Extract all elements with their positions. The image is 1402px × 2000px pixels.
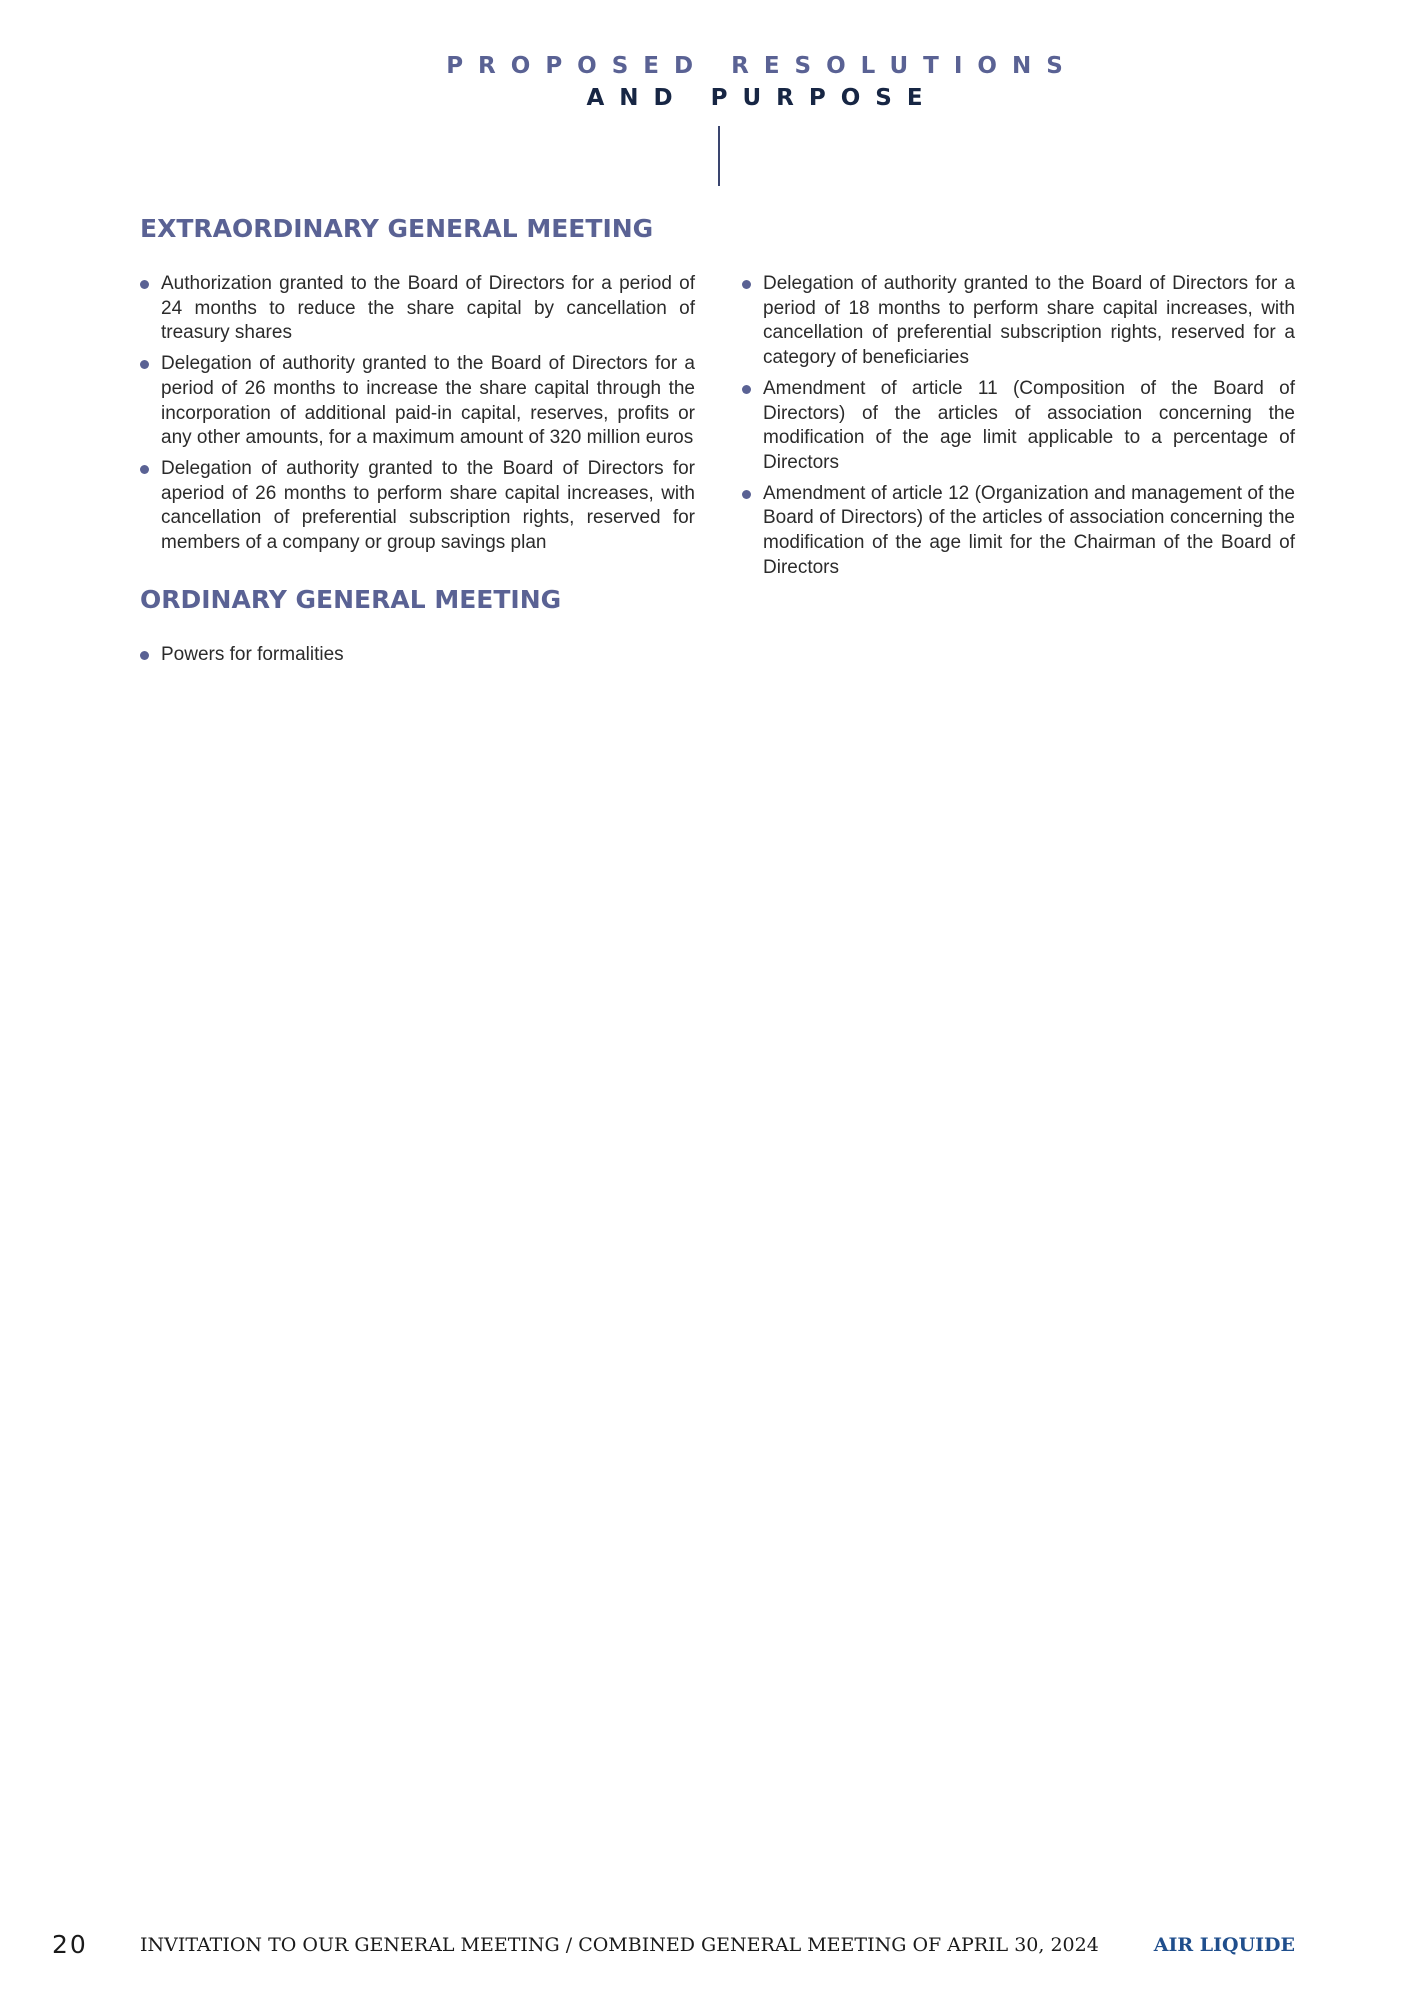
list-item-text: Delegation of authority granted to the Board of Directors for a period of 26 months to increase the share capital through the incorporation of additional paid-in capital, reserves, profits or any other amounts, for a maximum amount of 320 million euros: [161, 353, 695, 449]
bullet-icon: [742, 280, 751, 289]
list-item: [140, 457, 695, 556]
bullet-icon: [742, 490, 751, 499]
list-item-text: Delegation of authority granted to the Board of Directors for aperiod of 26 months to perform share capital increases, with cancellation of preferential subscription rights, reserved for members of a company or group savings plan: [161, 457, 695, 554]
footer-document-title: INVITATION TO OUR GENERAL MEETING / COMBINED GENERAL MEETING OF APRIL 30, 2024: [140, 1934, 1099, 1956]
list-item: [140, 272, 695, 346]
bullet-icon: [140, 651, 149, 660]
page-header: [0, 50, 1402, 114]
bullet-icon: [742, 385, 751, 394]
ordinary-list: [140, 643, 695, 674]
list-item: [742, 377, 1295, 476]
list-item: [742, 272, 1295, 371]
ordinary-meeting-title: ORDINARY GENERAL MEETING: [140, 585, 562, 614]
list-item: [742, 482, 1295, 581]
list-item-text: Amendment of article 12 (Organization and management of the Board of Directors) of the articles of association concerning the modification of the age limit for the Chairman of the Board of Directors: [763, 482, 1295, 578]
header-title-line2: AND PURPOSE: [586, 85, 938, 111]
page-footer: [0, 1930, 1402, 1960]
list-item-text: Amendment of article 11 (Composition of the Board of Directors) of the articles of association concerning the modification of the age limit applicable to a percentage of Directors: [763, 377, 1295, 473]
list-item: [140, 352, 695, 451]
bullet-icon: [140, 465, 149, 474]
header-title-line1: PROPOSED RESOLUTIONS: [446, 53, 1078, 79]
page-number: 20: [52, 1930, 88, 1959]
list-item-text: Powers for formalities: [161, 644, 344, 665]
list-item: [140, 643, 695, 668]
bullet-icon: [140, 280, 149, 289]
extraordinary-left-list: [140, 272, 695, 562]
extraordinary-right-list: [742, 272, 1295, 586]
bullet-icon: [140, 360, 149, 369]
extraordinary-meeting-title: EXTRAORDINARY GENERAL MEETING: [140, 214, 654, 243]
header-vertical-rule: [718, 126, 720, 186]
list-item-text: Authorization granted to the Board of Directors for a period of 24 months to reduce the share capital by cancellation of treasury shares: [161, 273, 695, 344]
brand-logo-text: AIR LIQUIDE: [1153, 1934, 1295, 1956]
list-item-text: Delegation of authority granted to the Board of Directors for a period of 18 months to perform share capital increases, with cancellation of preferential subscription rights, reserved for a category of beneficiaries: [763, 273, 1295, 369]
